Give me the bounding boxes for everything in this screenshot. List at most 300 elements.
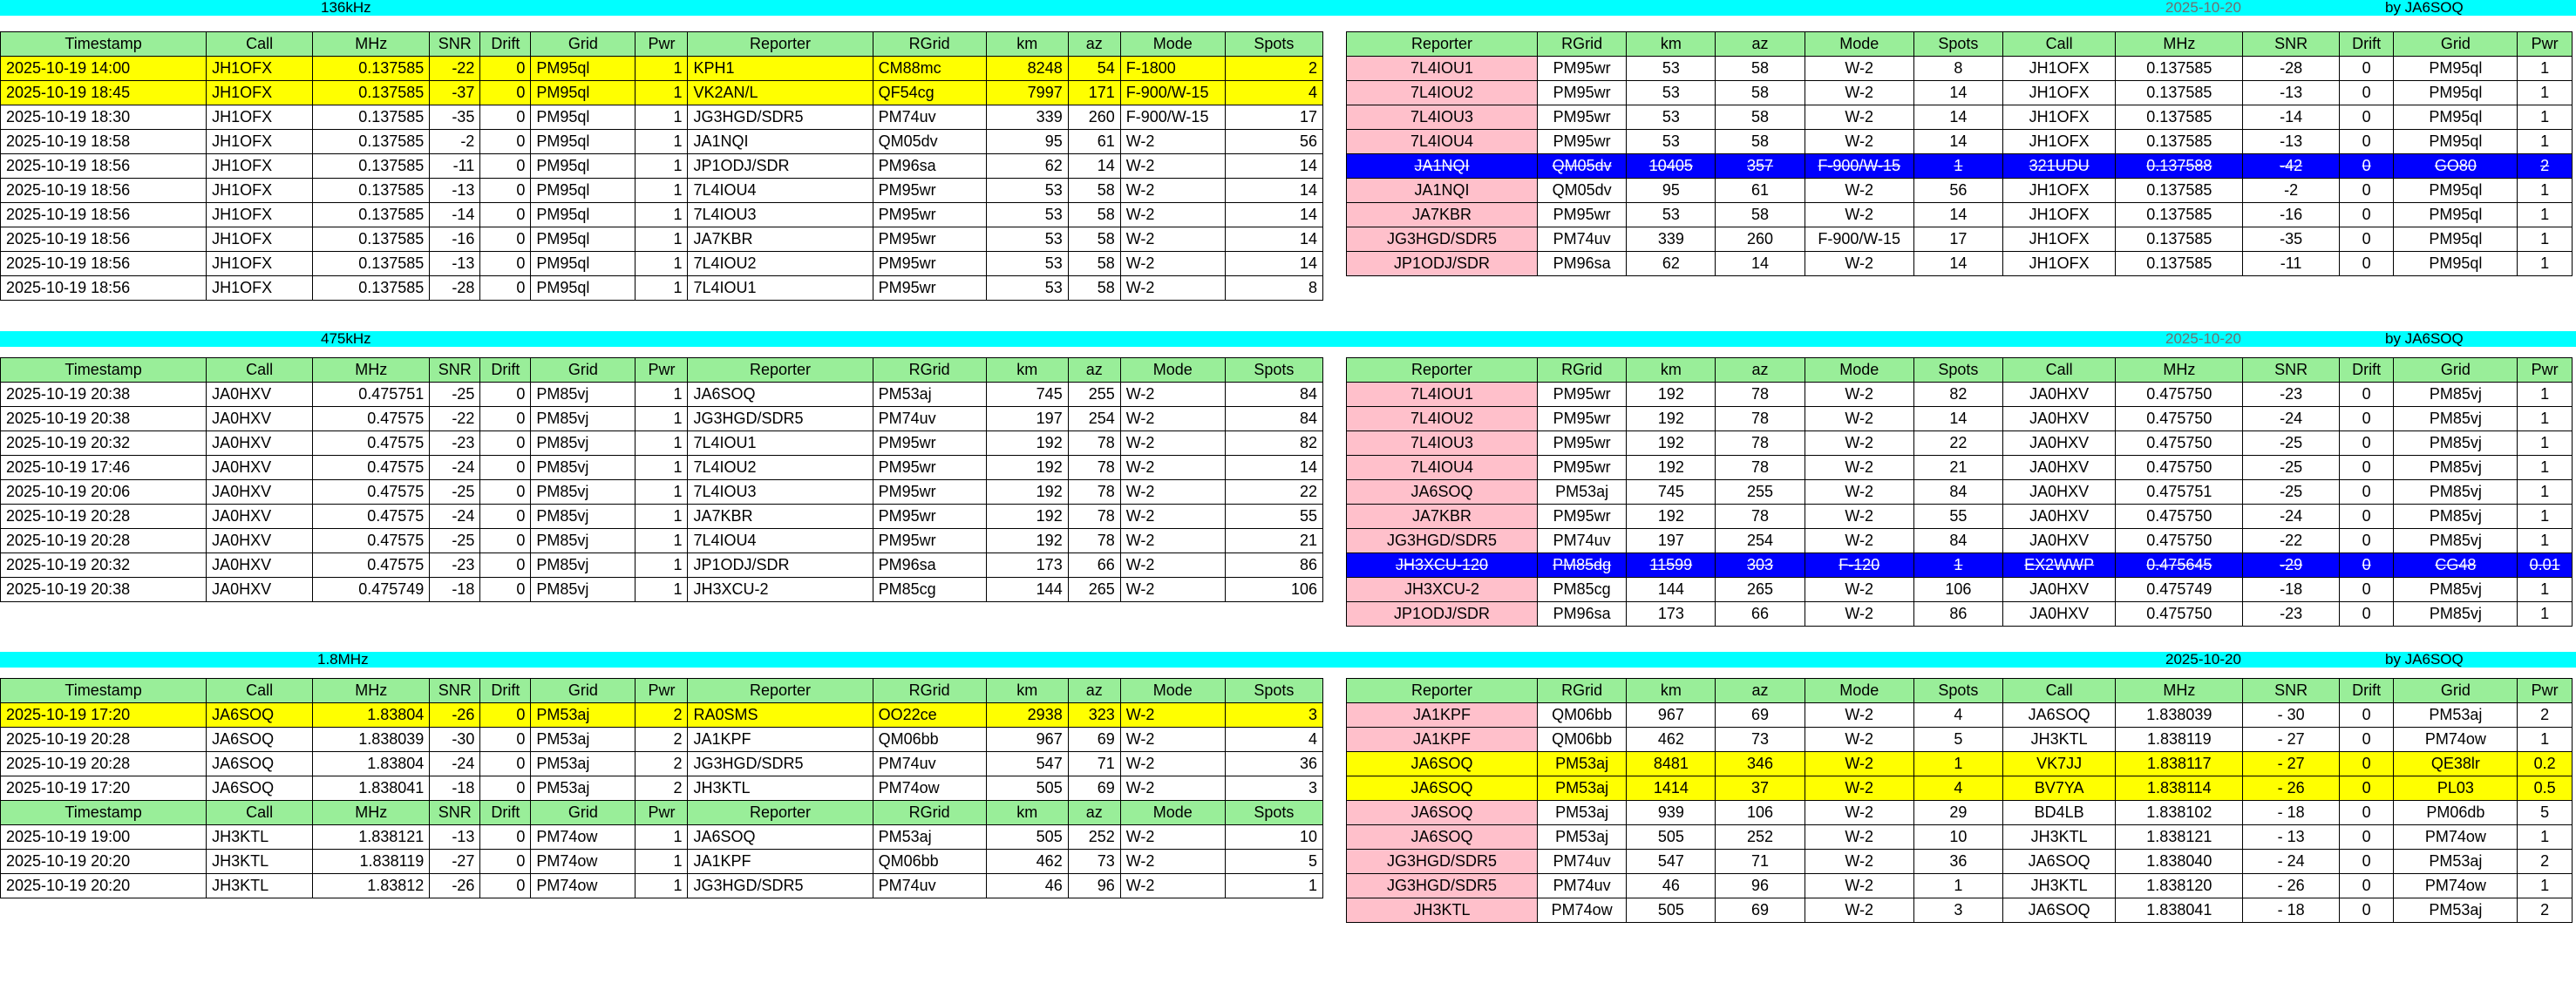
col-header-pwr: Pwr — [2518, 679, 2573, 703]
spot-row — [1, 480, 1323, 505]
cell-mode: W-2 — [1120, 456, 1225, 480]
cell-rgrid: PM95wr — [873, 203, 986, 227]
col-header-mode: Mode — [1805, 358, 1913, 383]
cell-mhz: 1.838121 — [2116, 825, 2243, 850]
cell-az: 323 — [1068, 703, 1120, 728]
cell-mhz: 0.137585 — [313, 203, 430, 227]
cell-reporter: JA6SOQ — [688, 383, 873, 407]
cell-az: 73 — [1068, 850, 1120, 874]
col-header-drift: Drift — [2339, 679, 2394, 703]
col-header-reporter: Reporter — [688, 358, 873, 383]
cell-km: 192 — [1627, 456, 1716, 480]
cell-km: 939 — [1627, 801, 1716, 825]
spot-row — [1, 553, 1323, 578]
cell-grid: PM53aj — [2394, 703, 2518, 728]
cell-spots: 5 — [1225, 850, 1322, 874]
cell-drift: 0 — [2339, 801, 2394, 825]
cell-reporter: 7L4IOU2 — [1347, 81, 1538, 105]
cell-grid: QE38lr — [2394, 752, 2518, 776]
cell-mhz: 0.137585 — [313, 130, 430, 154]
cell-mhz: 0.475751 — [313, 383, 430, 407]
cell-km: 197 — [986, 407, 1068, 431]
date-label: 2025-10-20 — [2165, 0, 2241, 16]
cell-pwr: 1 — [2518, 505, 2573, 529]
cell-pwr: 1 — [2518, 105, 2573, 130]
col-header-grid: Grid — [531, 801, 636, 825]
col-header-rgrid: RGrid — [1538, 679, 1627, 703]
cell-pwr: 2 — [636, 728, 688, 752]
cell-snr: -18 — [430, 578, 480, 602]
author-label: by JA6SOQ — [2385, 651, 2464, 668]
cell-pwr: 1 — [2518, 480, 2573, 505]
cell-az: 252 — [1716, 825, 1805, 850]
cell-drift: 0 — [2339, 179, 2394, 203]
cell-drift: 0 — [2339, 874, 2394, 898]
cell-rgrid: PM95wr — [1538, 81, 1627, 105]
cell-mode: W-2 — [1120, 407, 1225, 431]
cell-drift: 0 — [480, 383, 531, 407]
cell-km: 192 — [1627, 431, 1716, 456]
cell-call: JH1OFX — [2003, 130, 2116, 154]
cell-rgrid: PM95wr — [873, 276, 986, 301]
cell-km: 46 — [986, 874, 1068, 898]
cell-call: JH3KTL — [207, 874, 313, 898]
cell-az: 71 — [1068, 752, 1120, 776]
cell-spots: 10 — [1913, 825, 2002, 850]
cell-reporter: JA1KPF — [1347, 703, 1538, 728]
col-header-mhz: MHz — [2116, 32, 2243, 57]
cell-km: 53 — [1627, 130, 1716, 154]
cell-mode: W-2 — [1120, 752, 1225, 776]
cell-grid: PM95ql — [2394, 203, 2518, 227]
cell-call: JH1OFX — [2003, 203, 2116, 227]
cell-pwr: 1 — [636, 383, 688, 407]
cell-pwr: 1 — [2518, 602, 2573, 627]
cell-mhz: 0.137585 — [2116, 252, 2243, 276]
col-header-km: km — [1627, 32, 1716, 57]
col-header-spots: Spots — [1913, 679, 2002, 703]
cell-timestamp: 2025-10-19 20:38 — [1, 407, 207, 431]
cell-grid: PM85vj — [531, 529, 636, 553]
cell-call: JA0HXV — [207, 383, 313, 407]
col-header-drift: Drift — [2339, 358, 2394, 383]
cell-spots: 56 — [1913, 179, 2002, 203]
cell-km: 95 — [986, 130, 1068, 154]
cell-az: 78 — [1068, 456, 1120, 480]
cell-spots: 1 — [1913, 752, 2002, 776]
cell-grid: PM95ql — [531, 130, 636, 154]
cell-pwr: 1 — [2518, 728, 2573, 752]
reporter-row — [1347, 81, 2573, 105]
cell-mhz: 0.137585 — [313, 105, 430, 130]
cell-drift: 0 — [2339, 383, 2394, 407]
cell-spots: 4 — [1225, 81, 1322, 105]
col-header-snr: SNR — [430, 32, 480, 57]
cell-rgrid: PM53aj — [873, 825, 986, 850]
cell-mode: W-2 — [1805, 252, 1913, 276]
cell-snr: -30 — [430, 728, 480, 752]
cell-rgrid: PM95wr — [873, 456, 986, 480]
cell-pwr: 1 — [636, 57, 688, 81]
cell-mhz: 0.475750 — [2116, 456, 2243, 480]
cell-call: EX2WWP — [2003, 553, 2116, 578]
cell-km: 144 — [986, 578, 1068, 602]
cell-mode: W-2 — [1805, 203, 1913, 227]
spot-row — [1, 407, 1323, 431]
cell-reporter: 7L4IOU3 — [688, 203, 873, 227]
cell-mhz: 0.475750 — [2116, 602, 2243, 627]
cell-drift: 0 — [480, 578, 531, 602]
cell-rgrid: PM74uv — [873, 752, 986, 776]
cell-snr: -16 — [2243, 203, 2340, 227]
cell-call: 321UDU — [2003, 154, 2116, 179]
cell-grid: PM85vj — [531, 456, 636, 480]
cell-grid: PM74ow — [2394, 874, 2518, 898]
cell-timestamp: 2025-10-19 17:46 — [1, 456, 207, 480]
col-header-mode: Mode — [1120, 801, 1225, 825]
col-header-spots: Spots — [1913, 358, 2002, 383]
cell-rgrid: QM06bb — [873, 850, 986, 874]
cell-spots: 14 — [1913, 203, 2002, 227]
col-header-snr: SNR — [2243, 32, 2340, 57]
cell-grid: PM53aj — [531, 752, 636, 776]
spot-row — [1, 456, 1323, 480]
cell-km: 547 — [1627, 850, 1716, 874]
cell-snr: - 27 — [2243, 728, 2340, 752]
spot-row — [1, 874, 1323, 898]
cell-az: 303 — [1716, 553, 1805, 578]
cell-grid: PM95ql — [2394, 81, 2518, 105]
cell-spots: 4 — [1225, 728, 1322, 752]
cell-az: 78 — [1068, 529, 1120, 553]
col-header-reporter: Reporter — [688, 32, 873, 57]
cell-snr: -13 — [430, 252, 480, 276]
col-header-timestamp: Timestamp — [1, 801, 207, 825]
spot-row — [1, 227, 1323, 252]
cell-drift: 0 — [2339, 57, 2394, 81]
cell-rgrid: PM95wr — [873, 529, 986, 553]
col-header-rgrid: RGrid — [873, 358, 986, 383]
cell-snr: -25 — [430, 383, 480, 407]
cell-pwr: 1 — [636, 227, 688, 252]
cell-km: 967 — [1627, 703, 1716, 728]
cell-grid: PM85vj — [531, 383, 636, 407]
cell-grid: PM06db — [2394, 801, 2518, 825]
cell-grid: PM85vj — [2394, 407, 2518, 431]
cell-snr: -25 — [430, 529, 480, 553]
cell-mhz: 0.137585 — [2116, 105, 2243, 130]
cell-mode: W-2 — [1120, 130, 1225, 154]
cell-call: JH3KTL — [2003, 874, 2116, 898]
cell-az: 58 — [1716, 130, 1805, 154]
cell-mhz: 0.137585 — [2116, 57, 2243, 81]
cell-call: JH1OFX — [2003, 179, 2116, 203]
cell-drift: 0 — [2339, 529, 2394, 553]
cell-timestamp: 2025-10-19 20:28 — [1, 728, 207, 752]
cell-az: 37 — [1716, 776, 1805, 801]
col-header-mode: Mode — [1120, 679, 1225, 703]
cell-spots: 14 — [1913, 105, 2002, 130]
cell-mode: W-2 — [1120, 227, 1225, 252]
cell-mhz: 0.137585 — [2116, 179, 2243, 203]
reporter-row — [1347, 850, 2573, 874]
cell-grid: PM95ql — [2394, 105, 2518, 130]
cell-reporter: JA6SOQ — [1347, 825, 1538, 850]
cell-grid: PM74ow — [2394, 825, 2518, 850]
cell-az: 254 — [1716, 529, 1805, 553]
cell-drift: 0 — [2339, 154, 2394, 179]
cell-reporter: JA7KBR — [1347, 203, 1538, 227]
cell-mhz: 0.475749 — [2116, 578, 2243, 602]
cell-snr: -24 — [2243, 407, 2340, 431]
date-label: 2025-10-20 — [2165, 651, 2241, 668]
cell-grid: PM53aj — [2394, 850, 2518, 874]
reporter-row — [1347, 703, 2573, 728]
col-header-az: az — [1716, 679, 1805, 703]
col-header-az: az — [1068, 32, 1120, 57]
cell-km: 53 — [1627, 81, 1716, 105]
cell-reporter: 7L4IOU1 — [1347, 383, 1538, 407]
cell-pwr: 1 — [636, 276, 688, 301]
cell-snr: -23 — [430, 431, 480, 456]
cell-az: 54 — [1068, 57, 1120, 81]
cell-snr: -42 — [2243, 154, 2340, 179]
author-label: by JA6SOQ — [2385, 330, 2464, 347]
cell-mhz: 0.137585 — [313, 154, 430, 179]
cell-mhz: 0.475750 — [2116, 431, 2243, 456]
cell-pwr: 1 — [2518, 203, 2573, 227]
cell-grid: PM85vj — [2394, 456, 2518, 480]
cell-call: JA6SOQ — [207, 703, 313, 728]
cell-drift: 0 — [480, 227, 531, 252]
cell-timestamp: 2025-10-19 18:30 — [1, 105, 207, 130]
cell-timestamp: 2025-10-19 20:28 — [1, 752, 207, 776]
cell-pwr: 1 — [2518, 179, 2573, 203]
cell-timestamp: 2025-10-19 18:56 — [1, 227, 207, 252]
cell-drift: 0 — [480, 81, 531, 105]
cell-call: JA0HXV — [2003, 480, 2116, 505]
cell-reporter: JP1ODJ/SDR — [688, 154, 873, 179]
cell-grid: PM85vj — [531, 480, 636, 505]
cell-pwr: 1 — [2518, 874, 2573, 898]
col-header-drift: Drift — [480, 358, 531, 383]
cell-az: 252 — [1068, 825, 1120, 850]
cell-az: 78 — [1068, 480, 1120, 505]
col-header-grid: Grid — [2394, 358, 2518, 383]
col-header-grid: Grid — [531, 358, 636, 383]
spot-row — [1, 850, 1323, 874]
col-header-az: az — [1716, 32, 1805, 57]
reporter-row — [1347, 602, 2573, 627]
right-table-18 — [1346, 678, 2573, 923]
cell-timestamp: 2025-10-19 20:28 — [1, 505, 207, 529]
cell-snr: -26 — [430, 703, 480, 728]
cell-km: 339 — [986, 105, 1068, 130]
col-header-rgrid: RGrid — [873, 679, 986, 703]
reporter-row — [1347, 553, 2573, 578]
cell-call: JA6SOQ — [2003, 898, 2116, 923]
cell-snr: - 26 — [2243, 776, 2340, 801]
cell-rgrid: PM85cg — [873, 578, 986, 602]
cell-az: 58 — [1068, 227, 1120, 252]
cell-timestamp: 2025-10-19 18:45 — [1, 81, 207, 105]
col-header-km: km — [1627, 679, 1716, 703]
cell-spots: 1 — [1225, 874, 1322, 898]
reporter-row — [1347, 825, 2573, 850]
cell-rgrid: PM85dg — [1538, 553, 1627, 578]
cell-km: 8481 — [1627, 752, 1716, 776]
cell-mhz: 0.137585 — [313, 227, 430, 252]
cell-mode: F-900/W-15 — [1805, 154, 1913, 179]
cell-mode: F-900/W-15 — [1120, 105, 1225, 130]
cell-km: 144 — [1627, 578, 1716, 602]
cell-drift: 0 — [2339, 602, 2394, 627]
cell-pwr: 1 — [636, 850, 688, 874]
cell-az: 66 — [1068, 553, 1120, 578]
cell-call: JH1OFX — [2003, 105, 2116, 130]
cell-mhz: 1.838121 — [313, 825, 430, 850]
cell-pwr: 1 — [636, 529, 688, 553]
cell-az: 58 — [1068, 203, 1120, 227]
cell-mhz: 0.47575 — [313, 431, 430, 456]
cell-rgrid: PM53aj — [1538, 801, 1627, 825]
cell-spots: 84 — [1913, 480, 2002, 505]
cell-mode: W-2 — [1805, 529, 1913, 553]
cell-pwr: 1 — [2518, 578, 2573, 602]
left-table-475 — [0, 357, 1323, 602]
cell-drift: 0 — [480, 431, 531, 456]
cell-drift: 0 — [480, 752, 531, 776]
cell-mhz: 0.137585 — [2116, 81, 2243, 105]
cell-spots: 8 — [1913, 57, 2002, 81]
col-header-rgrid: RGrid — [873, 32, 986, 57]
cell-mode: F-1800 — [1120, 57, 1225, 81]
cell-call: JH1OFX — [207, 227, 313, 252]
reporter-row — [1347, 801, 2573, 825]
cell-rgrid: PM53aj — [1538, 825, 1627, 850]
cell-rgrid: PM95wr — [873, 505, 986, 529]
cell-drift: 0 — [480, 154, 531, 179]
cell-mode: W-2 — [1805, 752, 1913, 776]
cell-drift: 0 — [480, 505, 531, 529]
cell-km: 192 — [986, 480, 1068, 505]
cell-reporter: JA1NQI — [688, 130, 873, 154]
cell-mode: W-2 — [1805, 505, 1913, 529]
cell-km: 173 — [1627, 602, 1716, 627]
cell-drift: 0 — [2339, 130, 2394, 154]
cell-mhz: 0.475751 — [2116, 480, 2243, 505]
cell-km: 53 — [986, 203, 1068, 227]
cell-mhz: 0.137588 — [2116, 154, 2243, 179]
cell-km: 8248 — [986, 57, 1068, 81]
cell-rgrid: PM53aj — [873, 383, 986, 407]
cell-reporter: JG3HGD/SDR5 — [688, 752, 873, 776]
cell-grid: PM95ql — [531, 203, 636, 227]
cell-az: 260 — [1716, 227, 1805, 252]
cell-az: 61 — [1716, 179, 1805, 203]
cell-az: 255 — [1716, 480, 1805, 505]
cell-az: 58 — [1716, 105, 1805, 130]
band-label: 136kHz — [321, 0, 371, 16]
cell-snr: - 24 — [2243, 850, 2340, 874]
cell-pwr: 0.01 — [2518, 553, 2573, 578]
cell-reporter: JA7KBR — [688, 505, 873, 529]
cell-timestamp: 2025-10-19 17:20 — [1, 776, 207, 801]
col-header-reporter: Reporter — [1347, 32, 1538, 57]
cell-drift: 0 — [480, 553, 531, 578]
cell-mhz: 1.838119 — [313, 850, 430, 874]
cell-timestamp: 2025-10-19 20:20 — [1, 874, 207, 898]
cell-mode: W-2 — [1120, 874, 1225, 898]
reporter-row — [1347, 227, 2573, 252]
cell-rgrid: PM74uv — [1538, 874, 1627, 898]
cell-az: 78 — [1716, 383, 1805, 407]
cell-az: 69 — [1716, 898, 1805, 923]
cell-km: 2938 — [986, 703, 1068, 728]
cell-call: VK7JJ — [2003, 752, 2116, 776]
cell-grid: PM74ow — [531, 850, 636, 874]
col-header-snr: SNR — [2243, 358, 2340, 383]
cell-call: JA0HXV — [207, 480, 313, 505]
cell-km: 173 — [986, 553, 1068, 578]
cell-call: JA0HXV — [207, 553, 313, 578]
cell-reporter: JH3XCU-120 — [1347, 553, 1538, 578]
cell-grid: CG48 — [2394, 553, 2518, 578]
col-header-rgrid: RGrid — [1538, 32, 1627, 57]
col-header-pwr: Pwr — [636, 358, 688, 383]
cell-mode: W-2 — [1805, 801, 1913, 825]
spot-row — [1, 529, 1323, 553]
cell-rgrid: PM74uv — [1538, 529, 1627, 553]
cell-mode: W-2 — [1805, 728, 1913, 752]
cell-grid: PL03 — [2394, 776, 2518, 801]
cell-drift: 0 — [2339, 203, 2394, 227]
cell-spots: 86 — [1225, 553, 1322, 578]
cell-km: 547 — [986, 752, 1068, 776]
cell-drift: 0 — [2339, 825, 2394, 850]
cell-spots: 1 — [1913, 154, 2002, 179]
cell-grid: PM85vj — [531, 505, 636, 529]
cell-km: 462 — [986, 850, 1068, 874]
header-row — [1347, 32, 2573, 57]
cell-snr: -27 — [430, 850, 480, 874]
cell-km: 192 — [986, 431, 1068, 456]
cell-pwr: 2 — [2518, 850, 2573, 874]
reporter-row — [1347, 728, 2573, 752]
cell-mhz: 1.838040 — [2116, 850, 2243, 874]
cell-pwr: 1 — [636, 407, 688, 431]
cell-reporter: JA1KPF — [1347, 728, 1538, 752]
cell-mhz: 0.137585 — [313, 252, 430, 276]
cell-pwr: 0.2 — [2518, 752, 2573, 776]
col-header-mhz: MHz — [313, 801, 430, 825]
cell-rgrid: PM95wr — [1538, 203, 1627, 227]
spot-row — [1, 431, 1323, 456]
reporter-row — [1347, 776, 2573, 801]
cell-pwr: 2 — [2518, 703, 2573, 728]
cell-km: 53 — [986, 276, 1068, 301]
cell-pwr: 1 — [636, 130, 688, 154]
cell-snr: -24 — [430, 752, 480, 776]
cell-call: JA0HXV — [207, 431, 313, 456]
cell-drift: 0 — [480, 456, 531, 480]
cell-timestamp: 2025-10-19 18:56 — [1, 154, 207, 179]
col-header-snr: SNR — [430, 358, 480, 383]
cell-drift: 0 — [2339, 456, 2394, 480]
reporter-row — [1347, 578, 2573, 602]
reporter-row — [1347, 456, 2573, 480]
col-header-grid: Grid — [2394, 679, 2518, 703]
